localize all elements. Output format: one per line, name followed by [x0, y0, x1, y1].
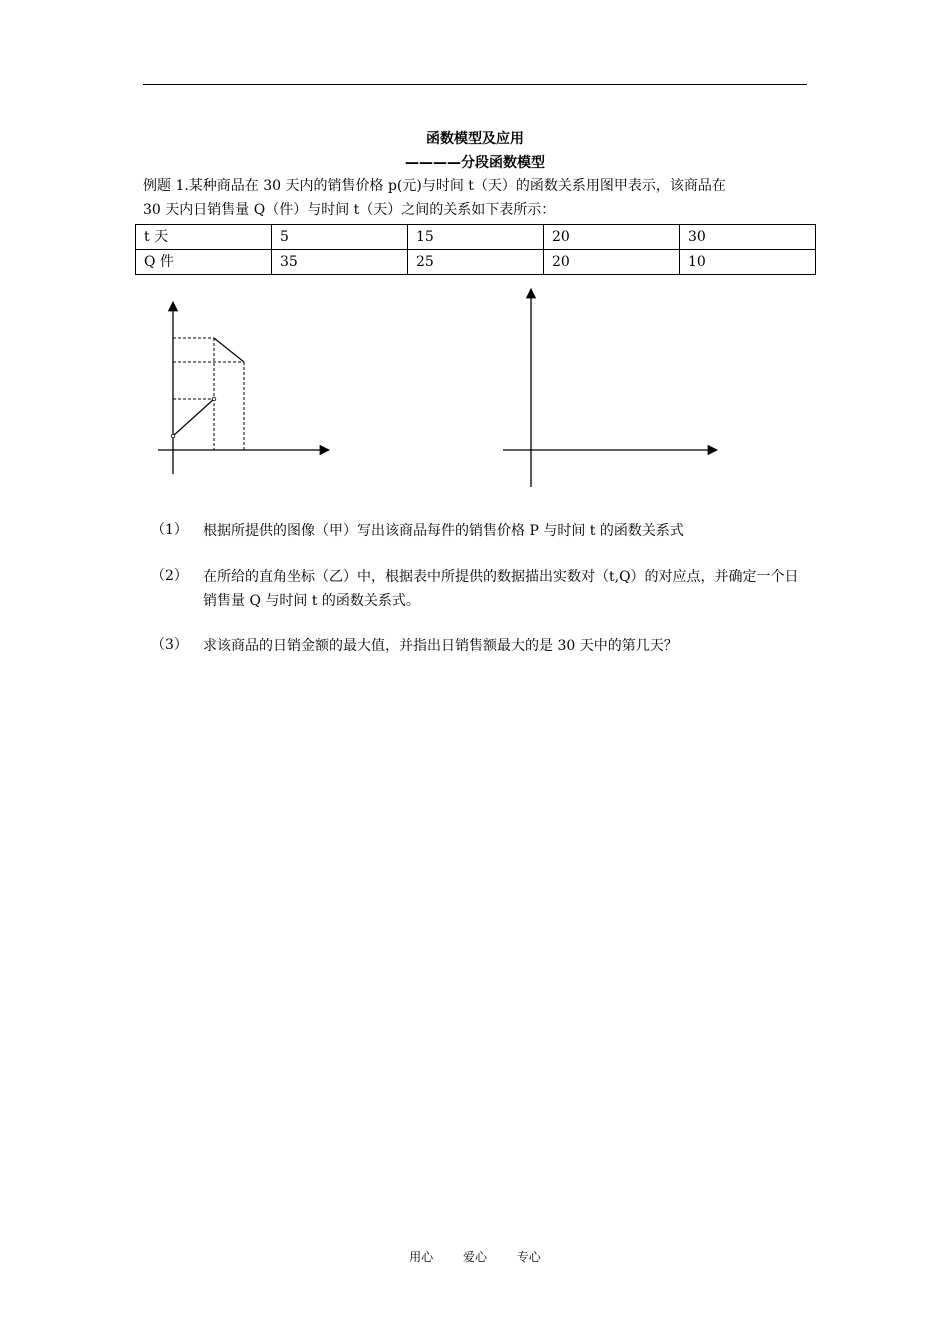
- table-cell: 15: [408, 225, 544, 250]
- graph-jia-segment-rising: [173, 399, 214, 436]
- question-2-text: 在所给的直角坐标（乙）中，根据表中所提供的数据描出实数对（t,Q）的对应点，并确定一个日销售量 Q 与时间 t 的函数关系式。: [203, 569, 799, 609]
- question-1-number: （1）: [151, 522, 188, 538]
- question-2-number: （2）: [151, 568, 188, 584]
- table-cell: Q 件: [136, 250, 272, 275]
- graph-jia-guides: [173, 338, 244, 450]
- table-cell: 30: [680, 225, 816, 250]
- graph-jia-open-point-mid: [212, 397, 216, 401]
- page-title: 函数模型及应用: [426, 131, 524, 147]
- graph-jia-segment-falling: [214, 338, 244, 362]
- page-subtitle: ————分段函数模型: [405, 155, 545, 171]
- table-cell: 5: [272, 225, 408, 250]
- graph-jia-open-point-start: [171, 434, 175, 438]
- question-3-number: （3）: [151, 637, 188, 653]
- problem-line-1: 例题 1.某种商品在 30 天内的销售价格 p(元)与时间 t（天）的函数关系用图甲表示，该商品在: [143, 178, 726, 194]
- question-1-text: 根据所提供的图像（甲）写出该商品每件的销售价格 P 与时间 t 的函数关系式: [203, 523, 684, 539]
- page-footer: 用心 爱心 专心: [409, 1250, 541, 1264]
- table-cell: 20: [544, 250, 680, 275]
- problem-line-2: 30 天内日销售量 Q（件）与时间 t（天）之间的关系如下表所示：: [143, 202, 556, 218]
- table-cell: 20: [544, 225, 680, 250]
- table-cell: 10: [680, 250, 816, 275]
- question-3-text: 求该商品的日销金额的最大值，并指出日销售额最大的是 30 天中的第几天？: [203, 638, 678, 654]
- table-cell: 35: [272, 250, 408, 275]
- table-cell: 25: [408, 250, 544, 275]
- table-cell: t 天: [136, 225, 272, 250]
